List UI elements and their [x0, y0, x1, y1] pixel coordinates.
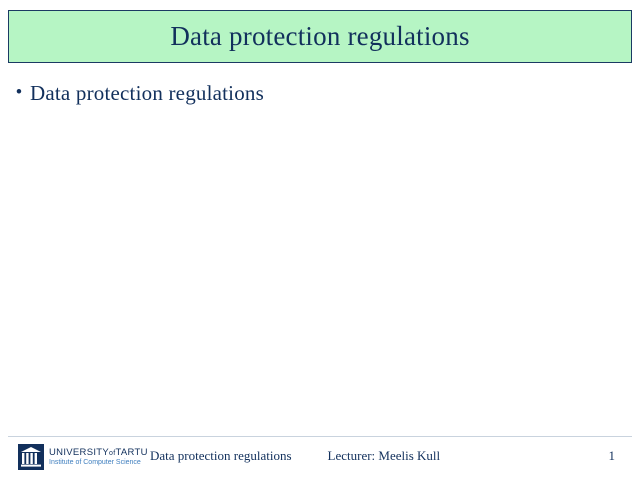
bullet-text: Data protection regulations: [30, 81, 264, 105]
university-crest-icon: [18, 444, 44, 470]
page-title: Data protection regulations: [170, 21, 470, 51]
slide-title-band: [8, 10, 632, 63]
logo-name-main: UNIVERSITY: [49, 446, 110, 458]
list-item: [8, 80, 628, 106]
footer-divider: [8, 436, 632, 437]
footer-page-number: 1: [608, 448, 615, 463]
slide-body: [8, 80, 628, 116]
logo-department: Institute of Computer Science: [49, 458, 141, 466]
slide-footer: [0, 436, 640, 480]
bullet-icon: •: [15, 82, 23, 103]
logo-name-place: TARTU: [115, 446, 148, 458]
footer-lecturer: Lecturer: Meelis Kull: [327, 448, 441, 463]
footer-center-block: [150, 448, 570, 464]
logo-university-name: [49, 448, 148, 458]
logo-wordmark: [49, 448, 148, 466]
university-logo: [18, 444, 148, 470]
logo-name-joiner: of: [109, 449, 116, 457]
footer-title: Data protection regulations: [150, 448, 292, 463]
